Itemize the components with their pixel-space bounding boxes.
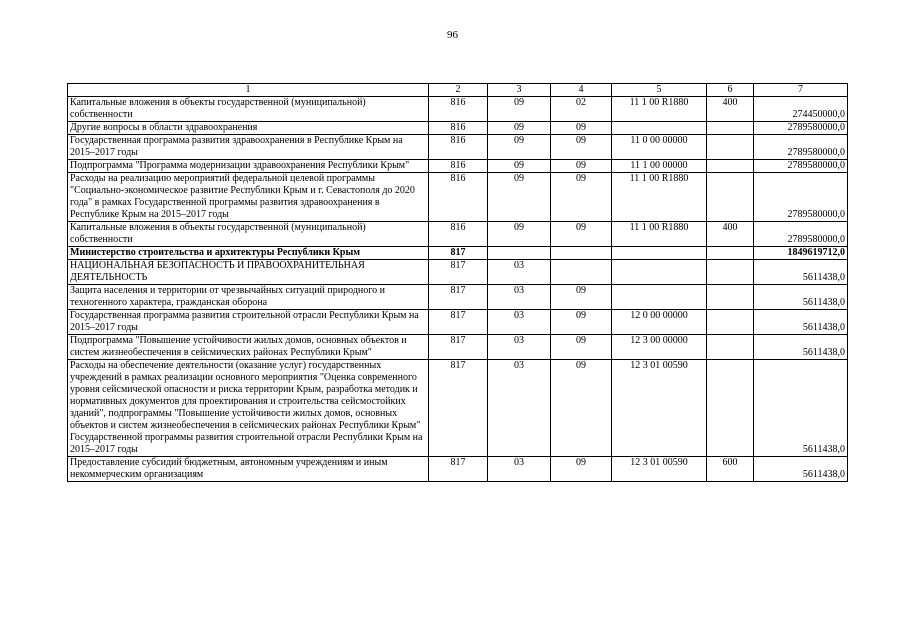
- row-section-code: 03: [488, 335, 551, 360]
- row-amount: 2789580000,0: [754, 135, 848, 160]
- row-section-code: 03: [488, 310, 551, 335]
- row-subsection-code: 09: [551, 135, 612, 160]
- row-section-code: 03: [488, 457, 551, 482]
- row-ministry-code: 817: [429, 260, 488, 285]
- row-expense-type: [707, 310, 754, 335]
- row-target-article: 11 1 00 R1880: [612, 173, 707, 222]
- row-section-code: 03: [488, 285, 551, 310]
- row-section-code: 09: [488, 97, 551, 122]
- row-expense-type: [707, 335, 754, 360]
- row-name: Капитальные вложения в объекты государственной (муниципальной) собственности: [68, 97, 429, 122]
- row-target-article: 12 3 01 00590: [612, 360, 707, 457]
- row-subsection-code: 09: [551, 335, 612, 360]
- row-name: Государственная программа развития строительной отрасли Республики Крым на 2015–2017 годы: [68, 310, 429, 335]
- row-target-article: [612, 260, 707, 285]
- column-number-row: [68, 84, 848, 97]
- row-expense-type: [707, 247, 754, 260]
- row-name: Расходы на реализацию мероприятий федеральной целевой программы "Социально-экономическое развитие Республики Крым и г. Севастополя до 2020 года" в рамках Государственной программы развития здравоохранения в Республике Крым на 2015–2017 годы: [68, 173, 429, 222]
- page-number: 96: [447, 29, 458, 41]
- row-name: Подпрограмма "Программа модернизации здравоохранения Республики Крым": [68, 160, 429, 173]
- row-subsection-code: 09: [551, 173, 612, 222]
- row-subsection-code: 09: [551, 222, 612, 247]
- row-subsection-code: 09: [551, 310, 612, 335]
- row-amount: 5611438,0: [754, 360, 848, 457]
- table-row: [68, 260, 848, 285]
- column-number: 5: [612, 84, 707, 97]
- row-section-code: 09: [488, 160, 551, 173]
- row-target-article: 11 1 00 00000: [612, 160, 707, 173]
- row-name: Государственная программа развития здравоохранения в Республике Крым на 2015–2017 годы: [68, 135, 429, 160]
- column-number: 4: [551, 84, 612, 97]
- row-target-article: 12 3 01 00590: [612, 457, 707, 482]
- table-row: [68, 335, 848, 360]
- row-expense-type: 400: [707, 97, 754, 122]
- row-section-code: 09: [488, 122, 551, 135]
- row-name: Защита населения и территории от чрезвычайных ситуаций природного и техногенного характера, гражданская оборона: [68, 285, 429, 310]
- table-row: [68, 457, 848, 482]
- row-ministry-code: 816: [429, 222, 488, 247]
- row-section-code: 09: [488, 222, 551, 247]
- row-expense-type: [707, 135, 754, 160]
- row-target-article: [612, 122, 707, 135]
- row-subsection-code: 09: [551, 457, 612, 482]
- table-row: [68, 97, 848, 122]
- row-name: НАЦИОНАЛЬНАЯ БЕЗОПАСНОСТЬ И ПРАВООХРАНИТЕЛЬНАЯ ДЕЯТЕЛЬНОСТЬ: [68, 260, 429, 285]
- row-expense-type: [707, 260, 754, 285]
- row-amount: 5611438,0: [754, 457, 848, 482]
- table-row: [68, 360, 848, 457]
- row-name: Расходы на обеспечение деятельности (оказание услуг) государственных учреждений в рамках реализации основного мероприятия "Оценка современного уровня сейсмической опасности и риска территории Крым, разработка методик и нормативных документов для проектирования и строительства сейсмостойких зданий", подпрограммы "Повышение устойчивости жилых домов, основных объектов и систем жизнеобеспечения в сейсмических районах Республики Крым" Государственной программы развития строительной отрасли Республики Крым на 2015–2017 годы: [68, 360, 429, 457]
- table-row: [68, 135, 848, 160]
- row-name: Подпрограмма "Повышение устойчивости жилых домов, основных объектов и систем жизнеобеспечения в сейсмических районах Республики Крым": [68, 335, 429, 360]
- row-subsection-code: 09: [551, 360, 612, 457]
- row-expense-type: 600: [707, 457, 754, 482]
- table-row: [68, 122, 848, 135]
- row-amount: 274450000,0: [754, 97, 848, 122]
- row-amount: 5611438,0: [754, 335, 848, 360]
- table-row: [68, 222, 848, 247]
- row-ministry-code: 816: [429, 97, 488, 122]
- row-amount: 5611438,0: [754, 285, 848, 310]
- table-row: [68, 285, 848, 310]
- row-subsection-code: [551, 260, 612, 285]
- row-subsection-code: [551, 247, 612, 260]
- row-name: Другие вопросы в области здравоохранения: [68, 122, 429, 135]
- row-target-article: 11 1 00 R1880: [612, 222, 707, 247]
- row-ministry-code: 817: [429, 457, 488, 482]
- table-row: [68, 247, 848, 260]
- row-expense-type: [707, 173, 754, 222]
- row-target-article: 12 3 00 00000: [612, 335, 707, 360]
- row-name: Капитальные вложения в объекты государственной (муниципальной) собственности: [68, 222, 429, 247]
- row-section-code: [488, 247, 551, 260]
- row-ministry-code: 817: [429, 247, 488, 260]
- column-number: 7: [754, 84, 848, 97]
- row-subsection-code: 09: [551, 122, 612, 135]
- column-number: 6: [707, 84, 754, 97]
- row-amount: 1849619712,0: [754, 247, 848, 260]
- row-subsection-code: 02: [551, 97, 612, 122]
- row-ministry-code: 816: [429, 135, 488, 160]
- row-amount: 2789580000,0: [754, 222, 848, 247]
- row-amount: 5611438,0: [754, 260, 848, 285]
- table-row: [68, 160, 848, 173]
- row-amount: 2789580000,0: [754, 160, 848, 173]
- table-row: [68, 173, 848, 222]
- row-name: Министерство строительства и архитектуры Республики Крым: [68, 247, 429, 260]
- row-expense-type: [707, 360, 754, 457]
- row-ministry-code: 816: [429, 160, 488, 173]
- row-expense-type: 400: [707, 222, 754, 247]
- row-expense-type: [707, 160, 754, 173]
- budget-table: [67, 83, 848, 482]
- row-target-article: [612, 247, 707, 260]
- row-ministry-code: 817: [429, 335, 488, 360]
- row-section-code: 09: [488, 173, 551, 222]
- row-target-article: 12 0 00 00000: [612, 310, 707, 335]
- row-section-code: 09: [488, 135, 551, 160]
- row-target-article: [612, 285, 707, 310]
- row-target-article: 11 0 00 00000: [612, 135, 707, 160]
- row-ministry-code: 817: [429, 310, 488, 335]
- row-expense-type: [707, 285, 754, 310]
- row-section-code: 03: [488, 360, 551, 457]
- row-ministry-code: 817: [429, 360, 488, 457]
- row-ministry-code: 817: [429, 285, 488, 310]
- row-ministry-code: 816: [429, 122, 488, 135]
- row-name: Предоставление субсидий бюджетным, автономным учреждениям и иным некоммерческим организациям: [68, 457, 429, 482]
- row-amount: 2789580000,0: [754, 173, 848, 222]
- column-number: 2: [429, 84, 488, 97]
- row-subsection-code: 09: [551, 160, 612, 173]
- row-expense-type: [707, 122, 754, 135]
- row-amount: 2789580000,0: [754, 122, 848, 135]
- row-ministry-code: 816: [429, 173, 488, 222]
- table-row: [68, 310, 848, 335]
- row-amount: 5611438,0: [754, 310, 848, 335]
- row-subsection-code: 09: [551, 285, 612, 310]
- row-target-article: 11 1 00 R1880: [612, 97, 707, 122]
- row-section-code: 03: [488, 260, 551, 285]
- column-number: 1: [68, 84, 429, 97]
- column-number: 3: [488, 84, 551, 97]
